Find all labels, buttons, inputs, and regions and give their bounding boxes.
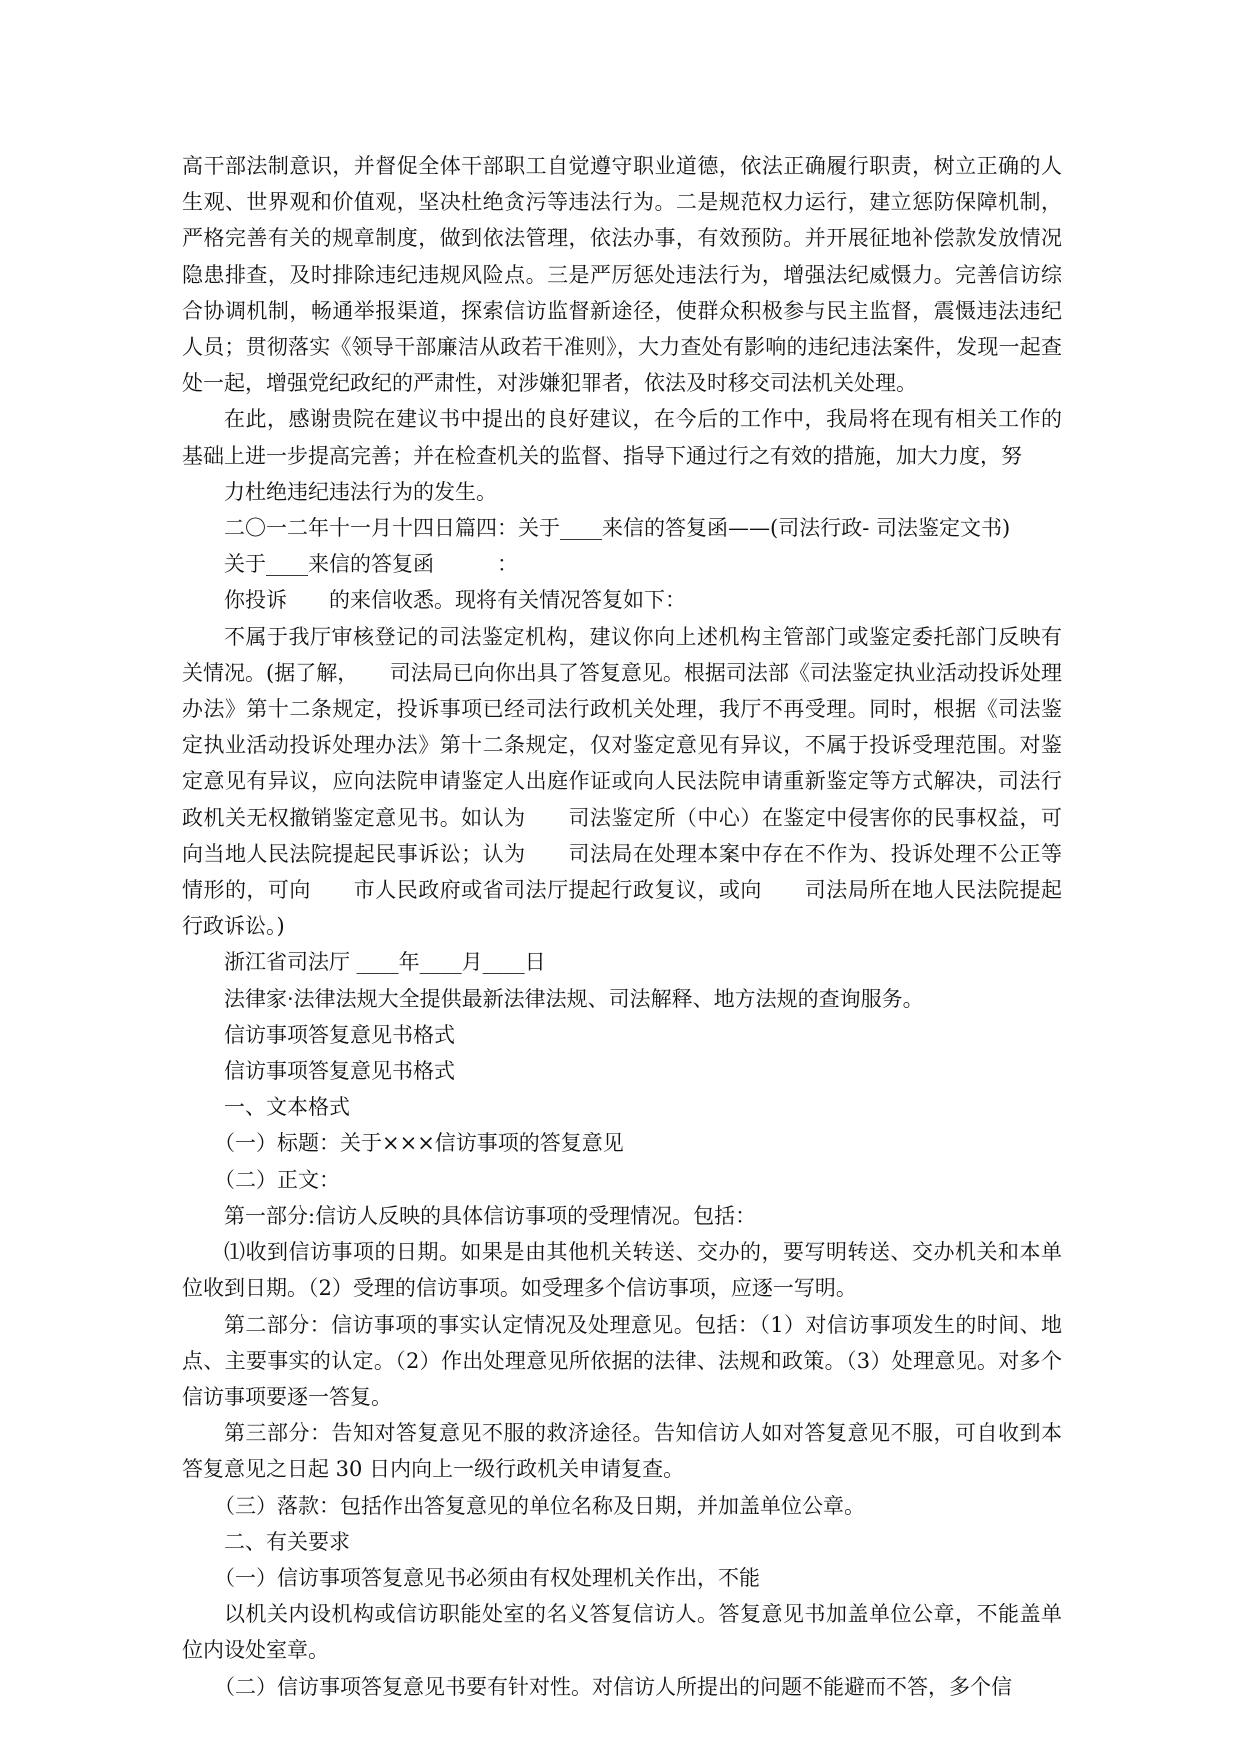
document-page <box>182 148 1062 1705</box>
reply-signature: 浙江省司法厅 ____年____月____日 <box>224 950 546 975</box>
body-part-one-details: ⑴收到信访事项的日期。如果是由其他机关转送、交办的，要写明转送、交办机关和本单位收到日期。（2）受理的信访事项。如受理多个信访事项，应逐一写明。 <box>182 1240 1062 1301</box>
section-title-repeat: 信访事项答复意见书格式 <box>224 1059 455 1084</box>
heading-text-format: 一、文本格式 <box>224 1095 350 1120</box>
source-note: 法律家·法律法规大全提供最新法律法规、司法解释、地方法规的查询服务。 <box>224 986 924 1011</box>
format-item-title: （一）标题：关于×××信访事项的答复意见 <box>214 1131 624 1156</box>
format-item-signature: （三）落款：包括作出答复意见的单位名称及日期，并加盖单位公章。 <box>214 1493 865 1518</box>
requirement-two: （二）信访事项答复意见书要有针对性。对信访人所提出的问题不能避而不答，多个信 <box>214 1674 1012 1699</box>
paragraph-date-and-chapter-title: 二〇一二年十一月十四日篇四：关于____来信的答复函——(司法行政- 司法鉴定文书) <box>224 516 1011 541</box>
requirement-one-continued: 以机关内设机构或信访职能处室的名义答复信访人。答复意见书加盖单位公章，不能盖单位内设处室章。 <box>182 1602 1062 1663</box>
paragraph-anti-corruption-measures: 高干部法制意识，并督促全体干部职工自觉遵守职业道德，依法正确履行职责，树立正确的人生观、世界观和价值观，坚决杜绝贪污等违法行为。二是规范权力运行，建立惩防保障机制，严格完善有关的规章制度，做到依法管理，依法办事，有效预防。并开展征地补偿款发放情况隐患排查，及时排除违纪违规风险点。三是严厉惩处违法行为，增强法纪威慑力。完善信访综合协调机制，畅通举报渠道，探索信访监督新途径，使群众积极参与民主监督，震慑违法违纪人员；贯彻落实《领导干部廉洁从政若干准则》，大力查处有影响的违纪违法案件，发现一起查处一起，增强党纪政纪的严肃性，对涉嫌犯罪者，依法及时移交司法机关处理。 <box>182 154 1062 396</box>
paragraph-thanks: 在此，感谢贵院在建议书中提出的良好建议，在今后的工作中，我局将在现有相关工作的基础上进一步提高完善；并在检查机关的监督、指导下通过行之有效的措施，加大力度，努 <box>182 407 1062 468</box>
heading-requirements: 二、有关要求 <box>224 1529 350 1554</box>
body-part-two: 第二部分：信访事项的事实认定情况及处理意见。包括：（1）对信访事项发生的时间、地点、主要事实的认定。（2）作出处理意见所依据的法律、法规和政策。（3）处理意见。对多个信访事项要逐一答复。 <box>182 1312 1062 1409</box>
requirement-one: （一）信访事项答复意见书必须由有权处理机关作出，不能 <box>214 1565 760 1590</box>
body-part-one: 第一部分:信访人反映的具体信访事项的受理情况。包括： <box>224 1203 757 1228</box>
section-title: 信访事项答复意见书格式 <box>224 1022 455 1047</box>
reply-letter-title: 关于____来信的答复函 ： <box>224 552 518 577</box>
body-part-three: 第三部分：告知对答复意见不服的救济途径。告知信访人如对答复意见不服，可自收到本答复意见之日起 30 日内向上一级行政机关申请复查。 <box>182 1421 1062 1482</box>
format-item-body: （二）正文： <box>214 1167 340 1192</box>
paragraph-thanks-continued: 力杜绝违纪违法行为的发生。 <box>224 479 497 504</box>
reply-body: 不属于我厅审核登记的司法鉴定机构，建议你向上述机构主管部门或鉴定委托部门反映有关情况。(据了解， 司法局已向你出具了答复意见。根据司法部《司法鉴定执业活动投诉处理办法》第十二条规定，投诉事项已经司法行政机关处理，我厅不再受理。同时，根据《司法鉴定执业活动投诉处理办法》第十二条规定，仅对鉴定意见有异议，不属于投诉受理范围。对鉴定意见有异议，应向法院申请鉴定人出庭作证或向人民法院申请重新鉴定等方式解决，司法行政机关无权撤销鉴定意见书。如认为 司法鉴定所（中心）在鉴定中侵害你的民事权益，可向当地人民法院提起民事诉讼；认为 司法局在处理本案中存在不作为、投诉处理不公正等情形的，可向 市人民政府或省司法厅提起行政复议，或向 司法局所在地人民法院提起行政诉讼。) <box>182 624 1062 939</box>
reply-opening: 你投诉 的来信收悉。现将有关情况答复如下： <box>224 588 686 613</box>
